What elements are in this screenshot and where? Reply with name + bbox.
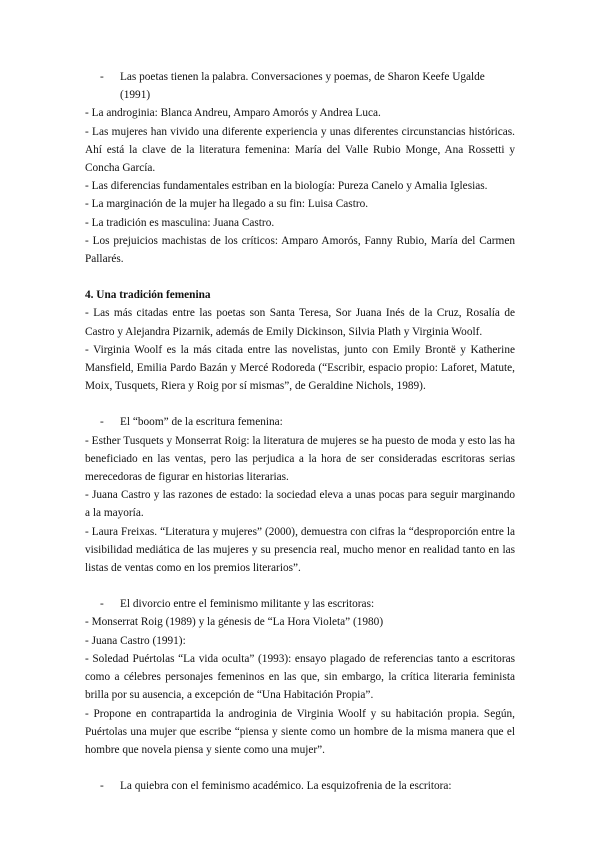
bullet-item bbox=[85, 595, 515, 613]
bullet-item bbox=[85, 68, 515, 104]
document-page bbox=[85, 68, 515, 795]
bullet-item bbox=[85, 777, 515, 795]
paragraph: - Propone en contrapartida la androginia de Virginia Woolf y su habitación propia. Según, Puértolas una mujer que escribe “piensa y siente como un hombre de la misma manera que el hombre que novela piensa y siente como una mujer”. bbox=[85, 707, 515, 756]
bullet-text: Las poetas tienen la palabra. Conversaciones y poemas, de Sharon Keefe Ugalde (1991) bbox=[120, 71, 485, 102]
bullet-dash: - bbox=[100, 71, 104, 83]
paragraph: - Esther Tusquets y Monserrat Roig: la literatura de mujeres se ha puesto de moda y esto las ha beneficiado en las ventas, pero las perjudica a la hora de ser consideradas escritoras serias merecedoras de figurar en historias literarias. bbox=[85, 434, 515, 484]
paragraph: - Monserrat Roig (1989) y la génesis de “La Hora Violeta” (1980) bbox=[85, 616, 384, 629]
paragraph: - Juana Castro y las razones de estado: la sociedad eleva a unas pocas para seguir marginando a la mayoría. bbox=[85, 489, 515, 520]
bullet-dash: - bbox=[100, 598, 104, 611]
bullet-item bbox=[85, 413, 515, 431]
paragraph: - La tradición es masculina: Juana Castro. bbox=[85, 216, 275, 229]
paragraph: - La androginia: Blanca Andreu, Amparo Amorós y Andrea Luca. bbox=[85, 107, 381, 120]
paragraph: - Los prejuicios machistas de los críticos: Amparo Amorós, Fanny Rubio, María del Carmen Pallarés. bbox=[85, 234, 515, 266]
paragraph: - Las mujeres han vivido una diferente experiencia y unas diferentes circunstancias históricas. Ahí está la clave de la literatura femenina: María del Valle Rubio Monge, Ana Rossetti y Concha García. bbox=[85, 125, 515, 175]
paragraph: - Las diferencias fundamentales estriban en la biología: Pureza Canelo y Amalia Iglesias. bbox=[85, 180, 488, 193]
paragraph: - Laura Freixas. “Literatura y mujeres” (2000), demuestra con cifras la “desproporción entre la visibilidad mediática de las mujeres y su presencia real, mucho menor en realidad tanto en las listas de ventas como en los premios literarios”. bbox=[85, 525, 515, 575]
paragraph: - Soledad Puértolas “La vida oculta” (1993): ensayo plagado de referencias tanto a escritoras como a célebres personajes femeninos en las que, sin embargo, la crítica literaria feminista brilla por su ausencia, a excepción de “Una Habitación Propia”. bbox=[85, 652, 515, 702]
paragraph: - Virginia Woolf es la más citada entre las novelistas, junto con Emily Brontë y Katherine Mansfield, Emilia Pardo Bazán y Mercé Rodoreda (“Escribir, espacio propio: Laforet, Matute, Moix, Tusquets, Riera y Roig por sí mismas”, de Geraldine Nichols, 1989). bbox=[85, 343, 515, 393]
paragraph: - La marginación de la mujer ha llegado a su fin: Luisa Castro. bbox=[85, 198, 369, 211]
bullet-text: El divorcio entre el feminismo militante y las escritoras: bbox=[120, 598, 375, 611]
paragraph: - Juana Castro (1991): bbox=[85, 634, 186, 647]
section-heading: 4. Una tradición femenina bbox=[85, 289, 211, 302]
paragraph: - Las más citadas entre las poetas son Santa Teresa, Sor Juana Inés de la Cruz, Rosalía de Castro y Alejandra Pizarnik, además de Emily Dickinson, Silvia Plath y Virginia Woolf. bbox=[85, 307, 515, 338]
bullet-dash: - bbox=[100, 416, 104, 429]
bullet-text: La quiebra con el feminismo académico. La esquizofrenia de la escritora: bbox=[120, 780, 452, 793]
bullet-text: El “boom” de la escritura femenina: bbox=[120, 416, 283, 429]
bullet-dash: - bbox=[100, 780, 104, 793]
